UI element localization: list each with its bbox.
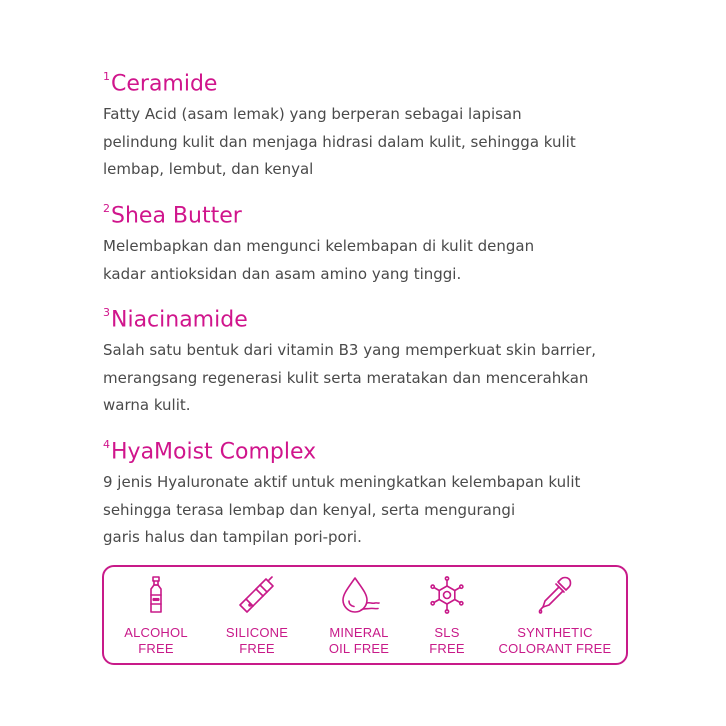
badge-label-line: FREE xyxy=(429,641,465,656)
description-line: lembap, lembut, dan kenyal xyxy=(103,160,314,179)
ingredient-ceramide xyxy=(103,62,683,184)
alcohol-bottle-icon xyxy=(136,575,176,615)
badge-silicone-free xyxy=(216,575,298,657)
badge-label-line: SYNTHETIC xyxy=(517,625,593,640)
ingredient-niacinamide xyxy=(103,298,683,420)
badge-label-line: OIL FREE xyxy=(328,641,390,656)
badge-synthetic-colorant-free xyxy=(492,575,618,657)
ingredients-list xyxy=(103,62,683,552)
description-line: pelindung kulit dan menjaga hidrasi dalam kulit, sehingga kulit xyxy=(103,132,576,151)
footnote-number: 4 xyxy=(103,437,110,451)
badge-sls-free xyxy=(412,575,482,657)
ingredient-name: HyaMoist Complex xyxy=(111,439,317,465)
description-line: sehingga terasa lembap dan kenyal, serta mengurangi xyxy=(103,500,516,519)
badge-label-line: FREE xyxy=(138,641,174,656)
badge-label-line: SILICONE xyxy=(225,625,289,640)
badge-label-line: FREE xyxy=(239,641,275,656)
badge-mineral-oil-free xyxy=(318,575,400,657)
footnote-number: 3 xyxy=(103,306,110,320)
description-line: 9 jenis Hyaluronate aktif untuk meningkatkan kelembapan kulit xyxy=(103,473,581,492)
footnote-number: 1 xyxy=(103,70,110,83)
badge-label-line: SLS xyxy=(434,625,460,640)
description-line: Fatty Acid (asam lemak) yang berperan sebagai lapisan xyxy=(103,105,522,124)
badge-label-line: MINERAL xyxy=(329,625,389,640)
description-line: Salah satu bentuk dari vitamin B3 yang memperkuat skin barrier, xyxy=(103,341,597,360)
badge-label xyxy=(492,625,618,657)
ingredient-shea-butter xyxy=(103,194,683,288)
ingredient-title xyxy=(103,62,683,101)
badge-label xyxy=(116,625,196,657)
colorant-dropper-icon xyxy=(535,575,575,615)
badge-alcohol-free xyxy=(116,575,196,657)
description-line: merangsang regenerasi kulit serta meratakan dan mencerahkan xyxy=(103,368,589,387)
silicone-tube-icon xyxy=(236,575,278,615)
badge-label-line: ALCOHOL xyxy=(124,625,188,640)
ingredient-hyamoist-complex xyxy=(103,430,683,552)
ingredient-description xyxy=(103,469,683,552)
badge-label xyxy=(318,625,400,657)
description-line: warna kulit. xyxy=(103,396,191,415)
ingredient-title xyxy=(103,430,683,469)
description-line: kadar antioksidan dan asam amino yang tinggi. xyxy=(103,264,462,283)
ingredient-name: Ceramide xyxy=(111,71,218,97)
ingredient-description xyxy=(103,337,683,420)
ingredient-name: Niacinamide xyxy=(111,307,248,333)
ingredient-description xyxy=(103,233,683,288)
badge-label-line: COLORANT FREE xyxy=(498,641,612,656)
footnote-number: 2 xyxy=(103,201,110,215)
ingredient-title xyxy=(103,194,683,233)
badge-label xyxy=(216,625,298,657)
ingredient-title xyxy=(103,298,683,337)
ingredient-description xyxy=(103,101,683,184)
badge-label xyxy=(412,625,482,657)
description-line: garis halus dan tampilan pori-pori. xyxy=(103,528,362,547)
description-line: Melembapkan dan mengunci kelembapan di kulit dengan xyxy=(103,237,535,256)
ingredient-name: Shea Butter xyxy=(111,203,242,229)
mineral-oil-drop-icon xyxy=(337,575,381,615)
free-from-badges xyxy=(102,565,628,665)
sls-molecule-icon xyxy=(427,575,467,615)
